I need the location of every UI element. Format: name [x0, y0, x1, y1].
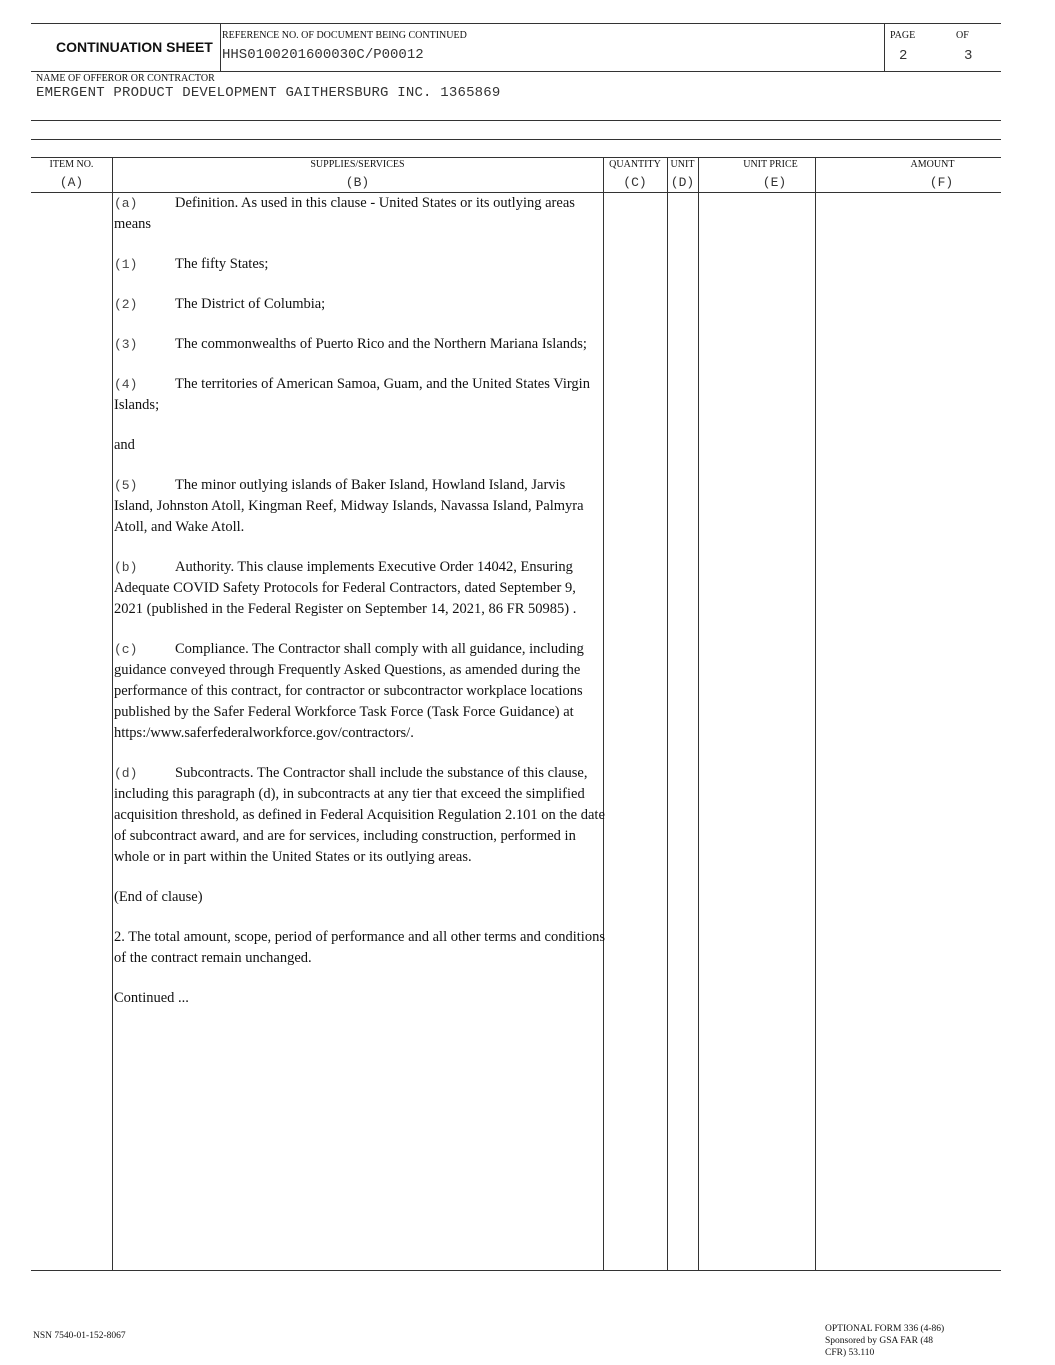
page-label: PAGE	[890, 30, 916, 41]
form-info-line-2: Sponsored by GSA FAR (48	[825, 1336, 934, 1346]
form-info-line-1: OPTIONAL FORM 336 (4-86)	[825, 1324, 945, 1334]
column-header-quantity: QUANTITY	[609, 159, 661, 170]
clause-paragraph	[114, 988, 606, 1009]
clause-paragraph-label: (c)	[114, 642, 138, 657]
form-info-line-3: CFR) 53.110	[825, 1348, 875, 1358]
clause-paragraph-text: Definition. As used in this clause - United States or its outlying areas means	[114, 195, 575, 232]
header-top-rule	[31, 23, 1001, 24]
column-divider-e	[815, 157, 816, 1270]
clause-paragraph-text: and	[114, 437, 135, 453]
table-bottom-rule	[31, 1270, 1001, 1271]
clause-paragraph-text: 2. The total amount, scope, period of performance and all other terms and conditions of the contract remain unchanged.	[114, 929, 605, 966]
page-total: 3	[964, 48, 973, 64]
clause-paragraph-text: (End of clause)	[114, 889, 203, 905]
clause-paragraph-label: (5)	[114, 478, 138, 493]
clause-paragraph	[114, 435, 606, 456]
clause-paragraph	[114, 639, 606, 744]
clause-paragraph	[114, 254, 606, 275]
clause-paragraph-label: (2)	[114, 297, 138, 312]
column-divider-c	[667, 157, 668, 1270]
column-code-f: (F)	[929, 175, 954, 190]
reference-label: REFERENCE NO. OF DOCUMENT BEING CONTINUED	[222, 30, 467, 41]
clause-paragraph	[114, 374, 606, 416]
clause-paragraph-label: (a)	[114, 196, 138, 211]
column-header-unit: UNIT	[670, 159, 695, 170]
column-divider-a	[112, 157, 113, 1270]
column-code-e: (E)	[762, 175, 787, 190]
clause-paragraph-label: (d)	[114, 766, 138, 781]
column-header-supplies: SUPPLIES/SERVICES	[310, 159, 405, 170]
clause-paragraph-text: The commonwealths of Puerto Rico and the Northern Mariana Islands;	[175, 336, 587, 352]
column-code-a: (A)	[59, 175, 84, 190]
of-label: OF	[956, 30, 969, 41]
clause-paragraph-text: Subcontracts. The Contractor shall include the substance of this clause, including this paragraph (d), in subcontracts at any tier that exceed the simplified acquisition threshold, as defined in Federal Acquisition Regulation 2.101 on the date of subcontract award, and are for services, including construction, performed in whole or in part within the United States or its outlying areas.	[114, 765, 605, 865]
column-code-c: (C)	[623, 175, 647, 190]
offeror-label: NAME OF OFFEROR OR CONTRACTOR	[36, 73, 215, 84]
header-divider-title	[220, 23, 221, 71]
clause-paragraph-text: The District of Columbia;	[175, 296, 326, 312]
offeror-bottom-rule	[31, 120, 1001, 121]
column-code-b: (B)	[345, 175, 370, 190]
clause-paragraph	[114, 557, 606, 620]
clause-paragraph-text: Authority. This clause implements Executive Order 14042, Ensuring Adequate COVID Safety Protocols for Federal Contractors, dated September 9, 2021 (published in the Federal Register on September 14, 2021, 86 FR 50985) .	[114, 559, 577, 617]
clause-paragraph-text: Compliance. The Contractor shall comply with all guidance, including guidance conveyed through Frequently Asked Questions, as amended during the performance of this contract, for contractor or subcontractor workplace locations published by the Safer Federal Workforce Task Force (Task Force Guidance) at https:/www.saferfederalworkforce.gov/contractors/.	[114, 641, 584, 741]
clause-paragraph-text: Continued ...	[114, 990, 189, 1006]
clause-paragraph-label: (b)	[114, 560, 138, 575]
clause-paragraph	[114, 763, 606, 868]
clause-paragraph-text: The territories of American Samoa, Guam, and the United States Virgin Islands;	[114, 376, 590, 413]
page-number: 2	[899, 48, 908, 64]
clause-paragraph-text: The fifty States;	[175, 256, 269, 272]
form-info	[825, 1323, 944, 1359]
clause-paragraph-label: (1)	[114, 257, 138, 272]
spacer-rule	[31, 139, 1001, 140]
offeror-value: EMERGENT PRODUCT DEVELOPMENT GAITHERSBURG INC. 1365869	[36, 85, 501, 101]
clause-paragraph-label: (4)	[114, 377, 138, 392]
nsn-number: NSN 7540-01-152-8067	[33, 1331, 126, 1341]
clause-paragraph	[114, 887, 606, 908]
supplies-services-text	[114, 193, 606, 1028]
clause-paragraph	[114, 927, 606, 969]
clause-paragraph-text: The minor outlying islands of Baker Island, Howland Island, Jarvis Island, Johnston Atoll, Kingman Reef, Midway Islands, Navassa Island, Palmyra Atoll, and Wake Atoll.	[114, 477, 584, 535]
clause-paragraph-label: (3)	[114, 337, 138, 352]
clause-paragraph	[114, 475, 606, 538]
table-top-rule	[31, 157, 1001, 158]
column-header-amount: AMOUNT	[910, 159, 955, 170]
column-header-unit-price: UNIT PRICE	[743, 159, 798, 170]
clause-paragraph	[114, 334, 606, 355]
clause-paragraph	[114, 294, 606, 315]
column-code-d: (D)	[670, 175, 695, 190]
clause-paragraph	[114, 193, 606, 235]
sheet-title: CONTINUATION SHEET	[56, 39, 213, 55]
header-bottom-rule	[31, 71, 1001, 72]
column-divider-d	[698, 157, 699, 1270]
reference-value: HHS0100201600030C/P00012	[222, 47, 424, 63]
header-divider-page	[884, 23, 885, 71]
column-header-item-no: ITEM NO.	[49, 159, 94, 170]
